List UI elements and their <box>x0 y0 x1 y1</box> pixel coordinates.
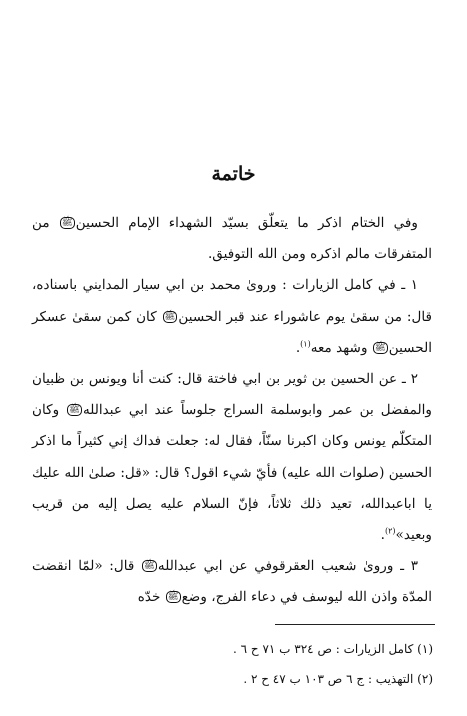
footnotes <box>133 634 433 694</box>
paragraph-intro <box>32 208 432 270</box>
paragraph-text: من المتفرقات مالم اذكره ومن الله التوفيق. <box>32 215 432 263</box>
paragraph-item-2 <box>32 364 432 551</box>
paragraph-text: وكان المتكلّم يونس وكان اكبرنا سنّاً، فقال له: جعلت فداك إني كثيراً ما اذكر الحسين (صلوات الله عليه) فأيّ شيء اقول؟ قال: «قل: صلىٰ الله عليك يا اباعبدالله، تعيد ذلك ثلاثاً، فإنّ السلام عليه يصل إليه من قريب وبعيد» <box>32 402 432 544</box>
salutation-symbol: ﷺ <box>167 592 179 603</box>
paragraph-text: . <box>295 339 301 356</box>
salutation-symbol: ﷺ <box>164 311 176 322</box>
paragraph-text: كان كمن سقىٰ عسكر الحسين <box>32 308 432 356</box>
paragraph-text: وشهد معه <box>310 339 372 356</box>
page-title: خاتمة <box>211 163 256 185</box>
salutation-symbol: ﷺ <box>144 561 155 572</box>
footnote-marker: (٢) <box>384 526 396 536</box>
footnote-divider <box>275 624 435 625</box>
footnote-1: (١) كامل الزيارات : ص ٣٢٤ ب ٧١ ح ٦ . <box>232 642 433 656</box>
salutation-symbol: ﷺ <box>69 405 80 416</box>
body-text <box>32 208 432 614</box>
paragraph-text: خدّه <box>137 589 165 606</box>
paragraph-text: ١ ـ في كامل الزيارات : وروىٰ محمد بن ابي سيار المدايني باسناده، قال: من سقىٰ يوم عاشوراء عند قبر الحسين <box>32 277 432 325</box>
paragraph-text: ٢ ـ عن الحسين بن ثوير بن ابي فاختة قال: كنت أنا ويونس بن ظبيان والمفضل بن عمر وابوسلمة السراج جلوساً عند ابي عبدالله <box>32 371 432 419</box>
paragraph-text: . <box>380 527 385 544</box>
paragraph-text: قال: «لمّا انقضت المدّة واذن الله ليوسف في دعاء الفرج، وضع <box>32 558 432 606</box>
salutation-symbol: ﷺ <box>61 218 73 228</box>
footnote-2: (٢) التهذيب : ج ٦ ص ١٠٣ ب ٤٧ ح ٢ . <box>243 672 433 686</box>
paragraph-item-3 <box>32 551 432 613</box>
paragraph-item-1 <box>32 270 432 364</box>
salutation-symbol: ﷺ <box>374 342 386 353</box>
paragraph-text: ٣ ـ وروىٰ شعيب العقرقوفي عن ابي عبدالله <box>157 558 419 575</box>
footnote-marker: (١) <box>300 339 311 349</box>
paragraph-text: وفي الختام اذكر ما يتعلّق بسيّد الشهداء الإمام الحسين <box>75 215 418 231</box>
